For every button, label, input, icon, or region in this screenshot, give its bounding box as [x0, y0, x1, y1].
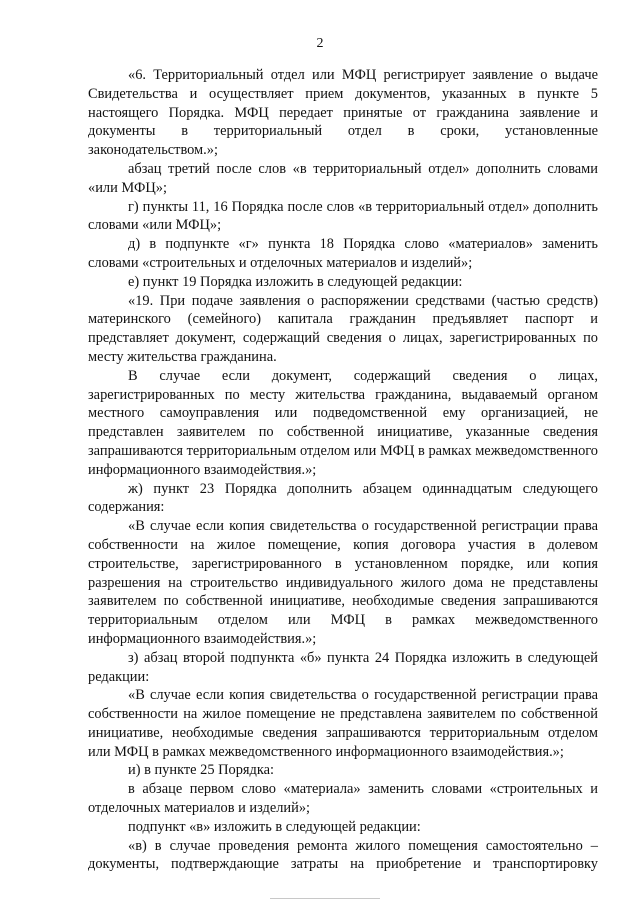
paragraph: «в) в случае проведения ремонта жилого помещения самостоятельно – документы, подтверждающие затраты на приобретение и транспортировку	[88, 837, 598, 873]
scan-artifact-line	[270, 898, 380, 899]
paragraph: В случае если документ, содержащий сведения о лицах, зарегистрированных по месту жительства гражданина, выдаваемый органом местного самоуправления или подведомственной ему организацией, не представлен заявителем по собственной инициативе, указанные сведения запрашиваются территориальным отделом или МФЦ в рамках межведомственного информационного взаимодействия.»;	[88, 367, 598, 478]
document-body	[88, 66, 598, 874]
paragraph: д) в подпункте «г» пункта 18 Порядка слово «материалов» заменить словами «строительных и отделочных материалов и изделий»;	[88, 236, 598, 271]
paragraph: «В случае если копия свидетельства о государственной регистрации права собственности на жилое помещение, копия договора участия в долевом строительстве, зарегистрированного в установленном порядке, или копия разрешения на строительство индивидуального жилого дома не представлены заявителем по собственной инициативе, необходимые сведения запрашиваются территориальным отделом или МФЦ в рамках межведомственного информационного взаимодействия.»;	[88, 518, 598, 647]
paragraph: подпункт «в» изложить в следующей редакции:	[128, 818, 421, 835]
paragraph: «6. Территориальный отдел или МФЦ регистрирует заявление о выдаче Свидетельства и осуществляет прием документов, указанных в пункте 5 настоящего Порядка. МФЦ передает принятые от гражданина заявление и документы в территориальный отдел в сроки, установленные законодательством.»;	[88, 67, 598, 159]
paragraph: «19. При подаче заявления о распоряжении средствами (частью средств) материнского (семейного) капитала гражданин предъявляет паспорт и представляет документ, содержащий сведения о лицах, зарегистрированных по месту жительства гражданина.	[88, 292, 598, 365]
paragraph: з) абзац второй подпункта «б» пункта 24 Порядка изложить в следующей редакции:	[88, 649, 598, 685]
paragraph: е) пункт 19 Порядка изложить в следующей редакции:	[128, 273, 463, 290]
page-number: 2	[316, 36, 324, 51]
paragraph: г) пункты 11, 16 Порядка после слов «в территориальный отдел» дополнить словами «или МФЦ»;	[88, 198, 598, 234]
paragraph: «В случае если копия свидетельства о государственной регистрации права собственности на жилое помещение не представлена заявителем по собственной инициативе, необходимые сведения запрашиваются территориальным отделом или МФЦ в рамках межведомственного информационного взаимодействия.»;	[88, 687, 598, 760]
paragraph: в абзаце первом слово «материала» заменить словами «строительных и отделочных материалов и изделий»;	[88, 781, 598, 817]
paragraph: ж) пункт 23 Порядка дополнить абзацем одиннадцатым следующего содержания:	[88, 480, 598, 516]
paragraph: абзац третий после слов «в территориальный отдел» дополнить словами «или МФЦ»;	[88, 160, 598, 196]
paragraph: и) в пункте 25 Порядка:	[128, 762, 275, 779]
